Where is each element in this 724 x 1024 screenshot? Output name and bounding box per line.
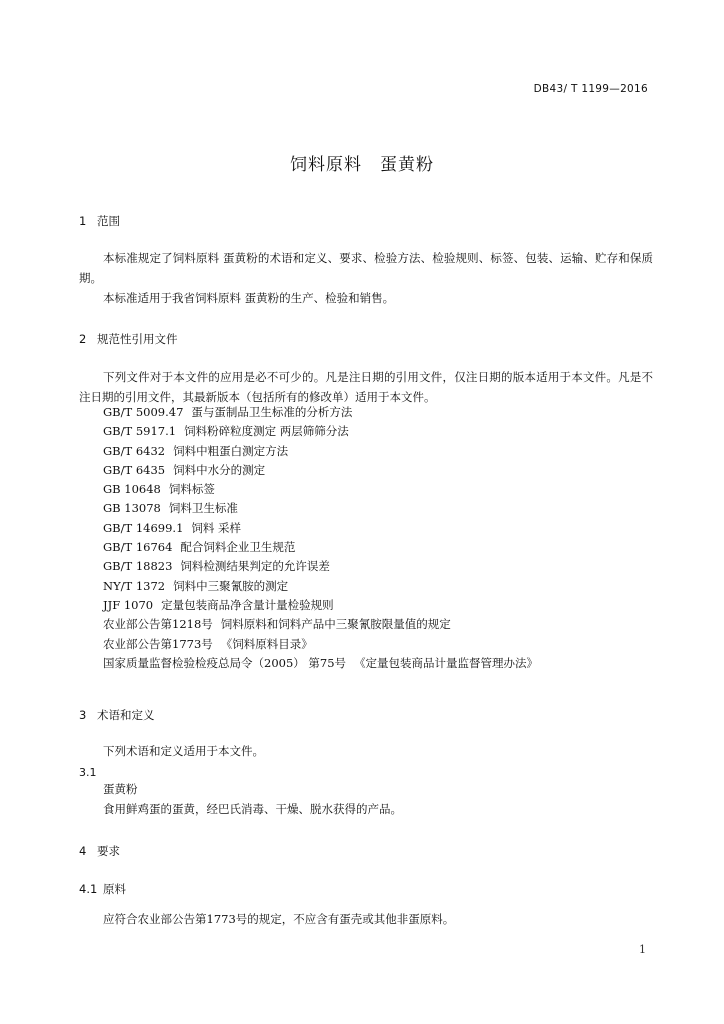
- document-title: 饲料原料 蛋黄粉: [290, 155, 434, 175]
- reference-code: GB/T 16764: [103, 540, 173, 555]
- reference-item: [103, 480, 538, 499]
- section-2-heading: [79, 331, 178, 347]
- reference-name: 饲料中粗蛋白测定方法: [173, 443, 289, 458]
- reference-item: [103, 461, 538, 480]
- reference-name: 蛋与蛋制品卫生标准的分析方法: [191, 405, 353, 419]
- term-number: 3.1: [79, 766, 97, 779]
- section-title: 术语和定义: [97, 708, 155, 722]
- reference-name: 饲料检测结果判定的允许误差: [180, 559, 330, 574]
- section-3-intro: 下列术语和定义适用于本文件。: [103, 744, 264, 758]
- section-1-heading: [79, 213, 120, 229]
- reference-name: 饲料 采样: [191, 520, 242, 535]
- standard-code: DB43/ T 1199—2016: [533, 83, 648, 95]
- reference-code: 农业部公告第1773号: [103, 636, 213, 651]
- page-number: 1: [639, 943, 646, 956]
- reference-item: [103, 577, 538, 596]
- reference-code: NY/T 1372: [103, 578, 166, 593]
- reference-item: [103, 422, 538, 441]
- reference-code: GB/T 18823: [103, 559, 173, 574]
- reference-name: 配合饲料企业卫生规范: [180, 540, 296, 555]
- reference-code: GB 13078: [103, 501, 161, 516]
- term-definition: 食用鲜鸡蛋的蛋黄，经巴氏消毒、干燥、脱水获得的产品。: [103, 802, 402, 816]
- reference-code: 国家质量监督检验检疫总局令（2005） 第75号: [103, 655, 347, 670]
- section-1-paragraph-1: 本标准规定了饲料原料 蛋黄粉的术语和定义、要求、检验方法、检验规则、标签、包装、运输、贮存和保质期。: [79, 251, 653, 285]
- reference-code: GB/T 5917.1: [103, 424, 177, 439]
- reference-name: 饲料中三聚氰胺的测定: [173, 578, 289, 593]
- reference-name: 饲料粉碎粒度测定 两层筛筛分法: [184, 424, 349, 439]
- section-number: 1: [79, 214, 87, 228]
- reference-name: 《饲料原料目录》: [220, 636, 313, 651]
- reference-code: GB 10648: [103, 482, 161, 497]
- section-1-paragraph-2: 本标准适用于我省饲料原料 蛋黄粉的生产、检验和销售。: [103, 291, 395, 305]
- section-title: 范围: [97, 214, 120, 228]
- section-title: 规范性引用文件: [97, 332, 178, 346]
- section-title: 要求: [97, 844, 120, 858]
- reference-item: [103, 557, 538, 576]
- reference-item: [103, 596, 538, 615]
- reference-name: 饲料中水分的测定: [173, 462, 266, 477]
- section-3-heading: [79, 707, 155, 723]
- reference-code: GB/T 6435: [103, 462, 166, 477]
- section-number: 3: [79, 708, 87, 722]
- reference-item: [103, 403, 538, 422]
- term-name: 蛋黄粉: [103, 782, 138, 796]
- reference-code: GB/T 5009.47: [103, 405, 184, 419]
- section-4-heading: [79, 843, 120, 859]
- section-number: 2: [79, 332, 87, 346]
- section-2-intro: 下列文件对于本文件的应用是必不可少的。凡是注日期的引用文件，仅注日期的版本适用于本文件。凡是不注日期的引用文件，其最新版本（包括所有的修改单）适用于本文件。: [79, 370, 653, 404]
- reference-item: [103, 519, 538, 538]
- normative-reference-list: [103, 403, 538, 673]
- reference-item: [103, 654, 538, 673]
- reference-item: [103, 615, 538, 634]
- subsection-title: 原料: [103, 882, 126, 896]
- reference-name: 饲料卫生标准: [168, 501, 238, 516]
- subsection-4-1-text: 应符合农业部公告第1773号的规定，不应含有蛋壳或其他非蛋原料。: [103, 912, 455, 926]
- reference-item: [103, 635, 538, 654]
- reference-code: GB/T 6432: [103, 443, 166, 458]
- reference-name: 《定量包装商品计量监督管理办法》: [354, 655, 539, 670]
- reference-code: JJF 1070: [103, 597, 154, 612]
- reference-name: 饲料标签: [168, 482, 215, 497]
- subsection-number: 4.1: [79, 882, 98, 896]
- reference-code: GB/T 14699.1: [103, 520, 184, 535]
- reference-name: 饲料原料和饲料产品中三聚氰胺限量值的规定: [220, 617, 451, 632]
- subsection-4-1-heading: [79, 881, 126, 897]
- reference-item: [103, 442, 538, 461]
- reference-item: [103, 538, 538, 557]
- reference-code: 农业部公告第1218号: [103, 617, 213, 632]
- reference-item: [103, 499, 538, 518]
- reference-name: 定量包装商品净含量计量检验规则: [161, 597, 334, 612]
- section-number: 4: [79, 844, 87, 858]
